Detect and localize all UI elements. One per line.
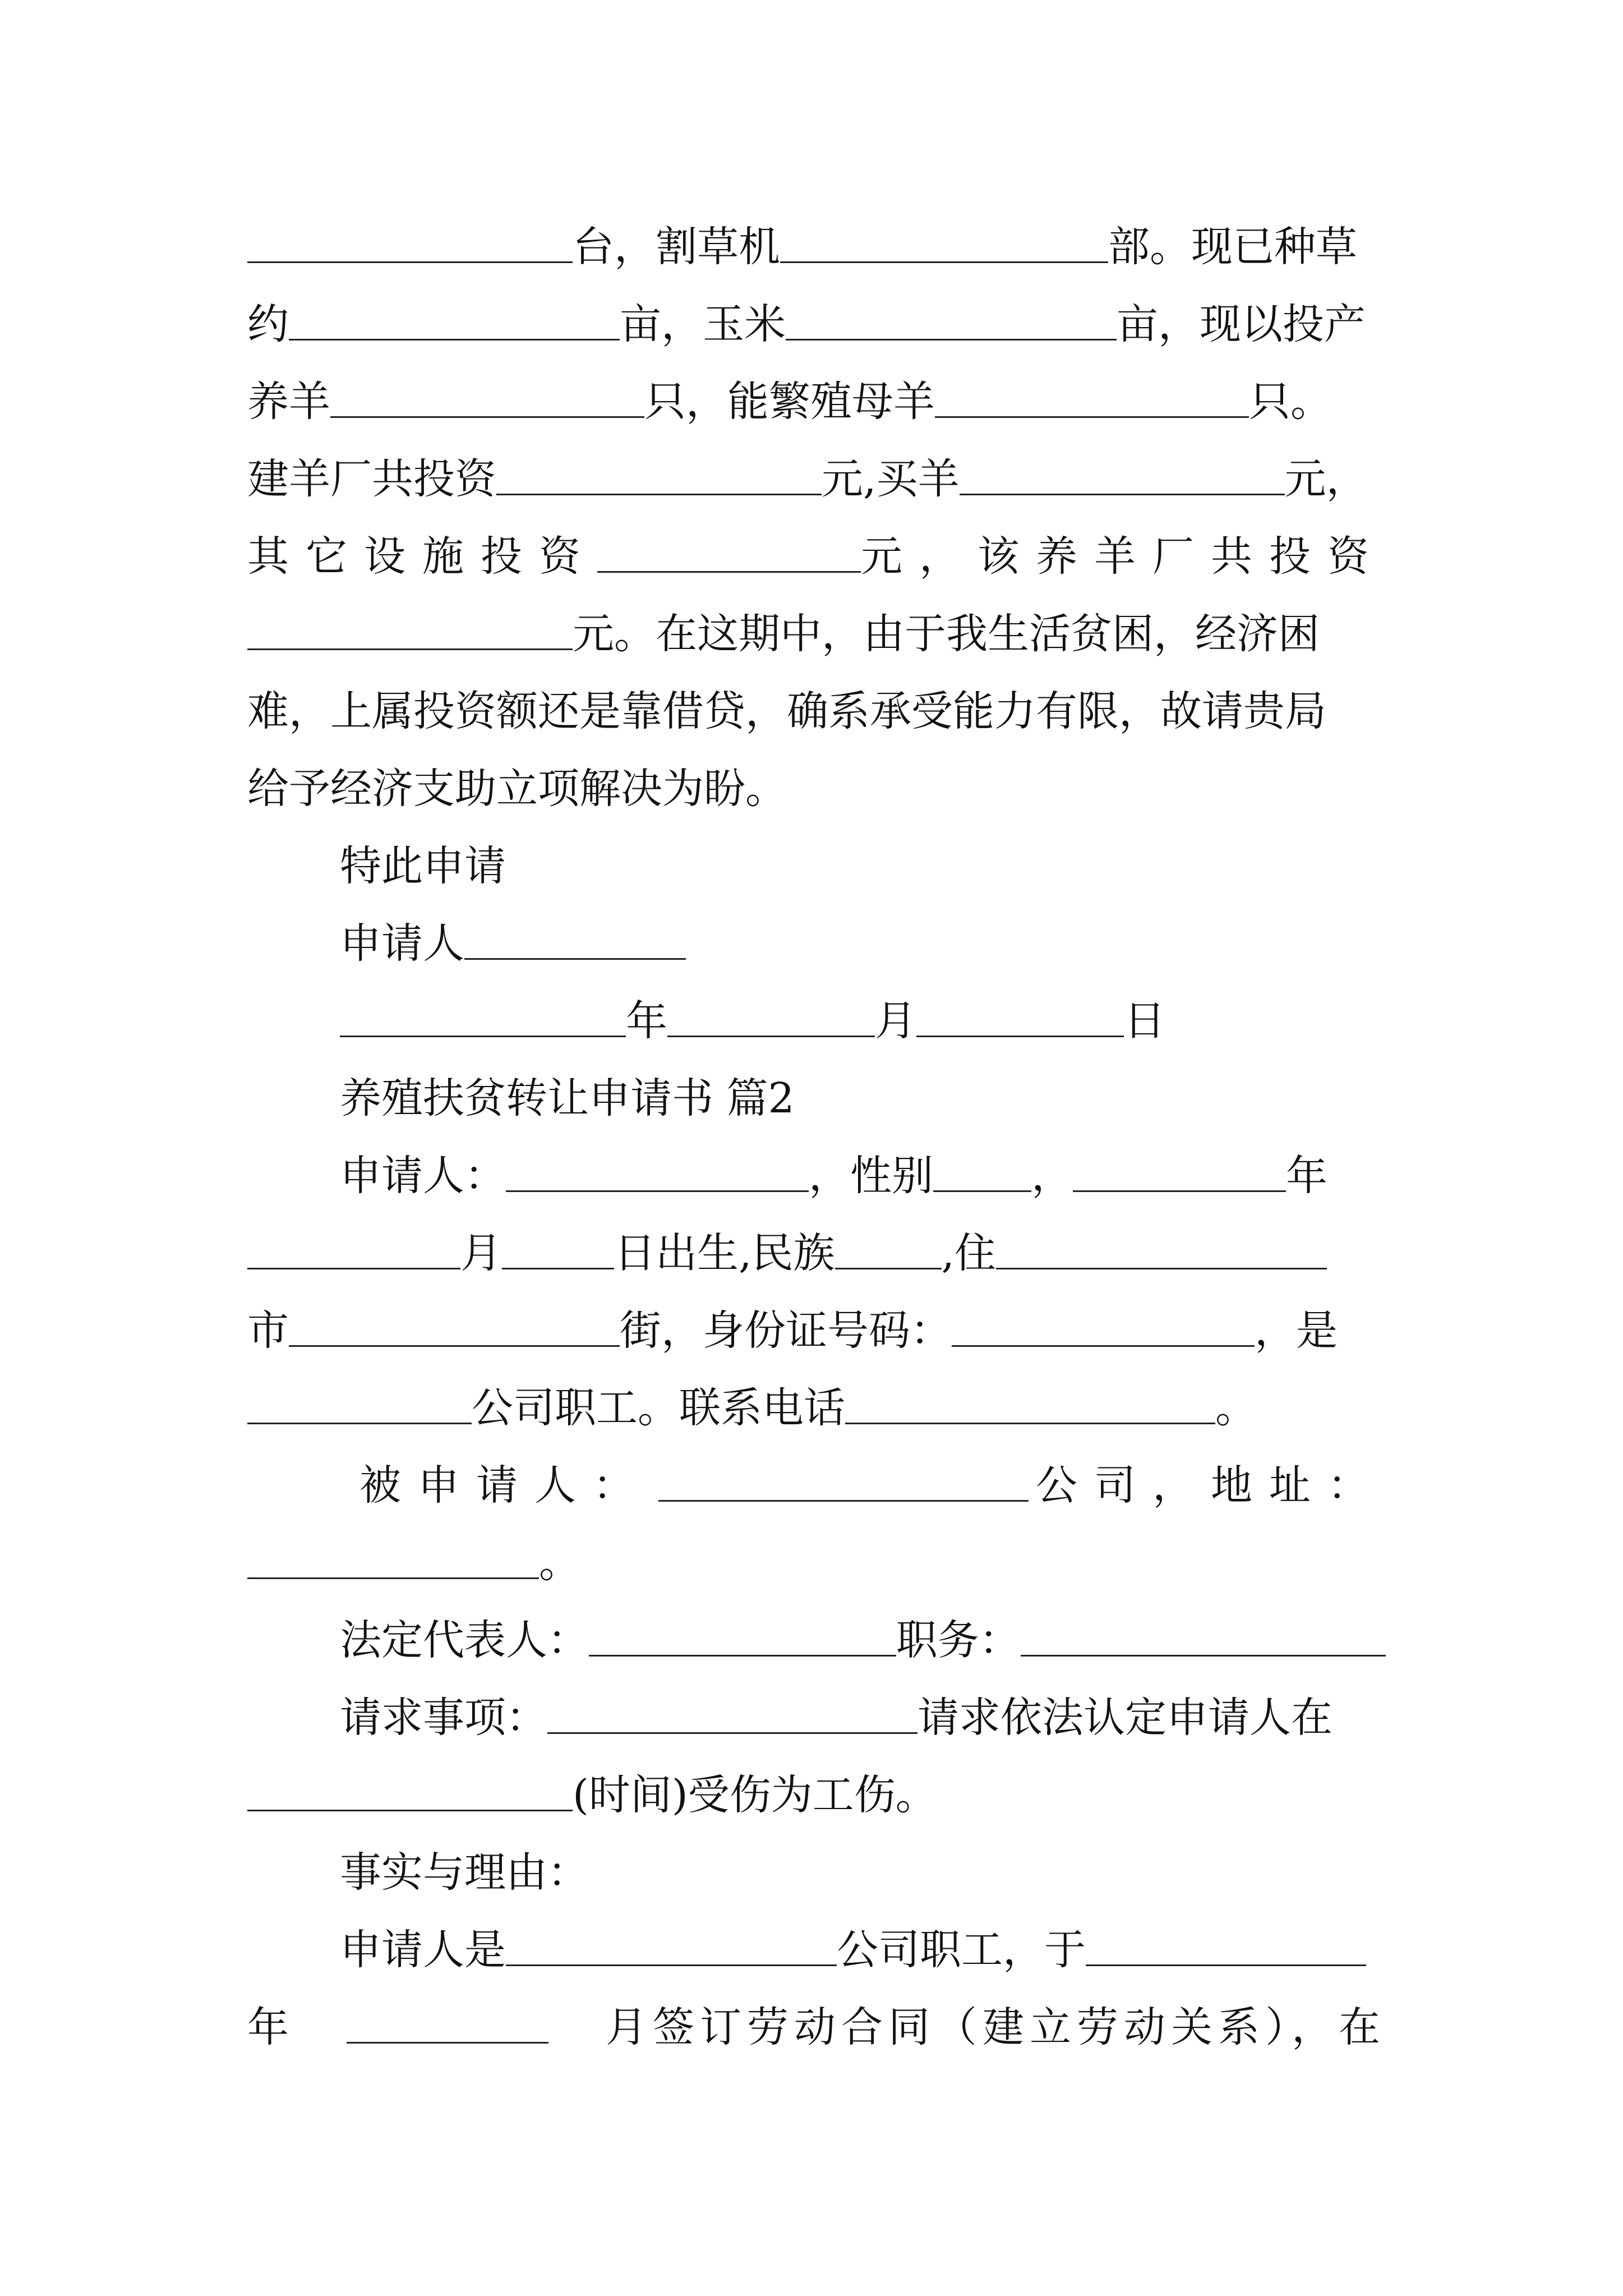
text-segment: 元。在这期中，由于我生活贫困，经济困 (573, 610, 1320, 658)
text-line-17 (247, 1443, 1386, 1521)
blank-field (289, 301, 620, 341)
blank-field (506, 1153, 809, 1192)
heading-text: 养殖扶贫转让申请书 篇2 (340, 1074, 795, 1122)
text-segment: 年 (1286, 1152, 1327, 1200)
text-line-16 (247, 1366, 1386, 1443)
blank-field (247, 1540, 539, 1579)
text-segment: 亩，现以投产 (1117, 300, 1366, 348)
text-line-18 (247, 1521, 1386, 1598)
text-line-15 (247, 1289, 1386, 1366)
blank-field (1086, 1927, 1366, 1966)
year-blank (340, 998, 626, 1037)
text-segment: 月 (875, 997, 916, 1045)
blank-field (502, 1230, 614, 1269)
blank-field (780, 224, 1108, 263)
text-line-9 (247, 824, 1386, 901)
day-blank (916, 998, 1124, 1037)
text-line-2 (247, 282, 1386, 360)
text-segment: 申请人： (340, 1152, 506, 1200)
text-segment: 年 (247, 2003, 289, 2051)
text-segment: 元,买羊 (822, 455, 960, 503)
text-line-14 (247, 1211, 1386, 1289)
blank-field (247, 1230, 460, 1269)
blank-field (935, 379, 1249, 418)
text-segment: 特此申请 (340, 842, 506, 890)
text-segment: 请求事项： (340, 1694, 547, 1742)
blank-field (330, 379, 644, 418)
text-segment: 约 (247, 300, 289, 348)
blank-field (658, 1462, 1029, 1502)
text-line-20 (247, 1676, 1386, 1753)
text-segment: ，性别 (809, 1152, 933, 1200)
blank-field (289, 1308, 620, 1347)
text-line-10 (247, 901, 1386, 979)
blank-field (786, 301, 1117, 341)
text-segment: 公司职工。联系电话 (472, 1384, 845, 1432)
text-line-4 (247, 437, 1386, 514)
text-line-13 (247, 1134, 1386, 1211)
blank-field (589, 1617, 896, 1657)
text-segment: 难，上属投资额还是靠借贷，确系承受能力有限，故请贵局 (247, 687, 1326, 735)
blank-field (835, 1230, 942, 1269)
text-line-21 (247, 1753, 1386, 1830)
text-segment: 市 (247, 1306, 289, 1355)
text-line-24 (247, 1985, 1386, 2063)
blank-field (996, 1230, 1327, 1269)
text-line-6 (247, 592, 1386, 669)
blank-field (506, 1927, 837, 1966)
text-line-8 (247, 747, 1386, 824)
text-segment: 申请人 (340, 919, 464, 968)
text-segment: 公司，地址： (1036, 1461, 1386, 1510)
text-line-19 (247, 1598, 1386, 1676)
document-page (247, 205, 1386, 2063)
text-line-22 (247, 1830, 1386, 1908)
text-segment: 养羊 (247, 378, 330, 426)
text-segment: 台，割草机 (573, 223, 780, 271)
text-segment: ，是 (1255, 1306, 1338, 1355)
blank-field (845, 1385, 1215, 1424)
blank-field (247, 224, 573, 263)
blank-field (1021, 1617, 1386, 1657)
text-segment: ， (1031, 1152, 1073, 1200)
text-segment: 公司职工，于 (837, 1926, 1086, 1974)
text-segment: 部。现已种草 (1108, 223, 1357, 271)
text-segment: 日 (1124, 997, 1165, 1045)
month-blank (667, 998, 875, 1037)
text-line-5 (247, 514, 1386, 592)
text-segment: 申请人是 (340, 1926, 506, 1974)
text-segment: 给予经济支助立项解决为盼。 (247, 765, 787, 813)
text-segment: (时间)受伤为工伤。 (573, 1771, 937, 1819)
text-segment: 。 (539, 1539, 580, 1587)
blank-field (547, 1695, 917, 1734)
text-segment: 元，该养羊厂共投资 (861, 532, 1386, 581)
text-segment: 日出生,民族 (614, 1229, 835, 1277)
blank-field (247, 1772, 573, 1811)
blank-field (347, 2004, 548, 2044)
blank-field (247, 611, 573, 650)
blank-field (960, 456, 1285, 495)
text-segment: 只。 (1249, 378, 1332, 426)
blank-field (933, 1153, 1031, 1192)
text-segment: 只，能繁殖母羊 (644, 378, 935, 426)
text-segment: 建羊厂共投资 (247, 455, 496, 503)
date-line (247, 979, 1386, 1056)
blank-field (952, 1308, 1255, 1347)
text-segment: 月 (460, 1229, 502, 1277)
text-segment: 年 (626, 997, 667, 1045)
text-line-1 (247, 205, 1386, 282)
blank-field (247, 1385, 472, 1424)
text-segment: 法定代表人： (340, 1616, 589, 1664)
blank-field (1073, 1153, 1286, 1192)
text-segment: 。 (1215, 1384, 1257, 1432)
text-segment: 月签订劳动合同（建立劳动关系），在 (606, 2003, 1386, 2051)
blank-field (597, 533, 861, 573)
text-line-7 (247, 669, 1386, 747)
signature-blank (464, 921, 686, 960)
text-segment: 其它设施投资 (247, 532, 597, 581)
text-line-23 (247, 1908, 1386, 1985)
text-segment: 事实与理由： (340, 1848, 589, 1897)
text-segment: 被申请人： (359, 1461, 651, 1510)
text-segment: 街，身份证号码： (620, 1306, 952, 1355)
text-segment: 请求依法认定申请人在 (917, 1694, 1332, 1742)
section-heading (247, 1056, 1386, 1134)
blank-field (496, 456, 822, 495)
text-segment: 元， (1284, 455, 1368, 503)
text-segment: 亩，玉米 (620, 300, 786, 348)
text-line-3 (247, 360, 1386, 437)
text-segment: 职务： (896, 1616, 1021, 1664)
text-segment: ,住 (941, 1229, 997, 1277)
